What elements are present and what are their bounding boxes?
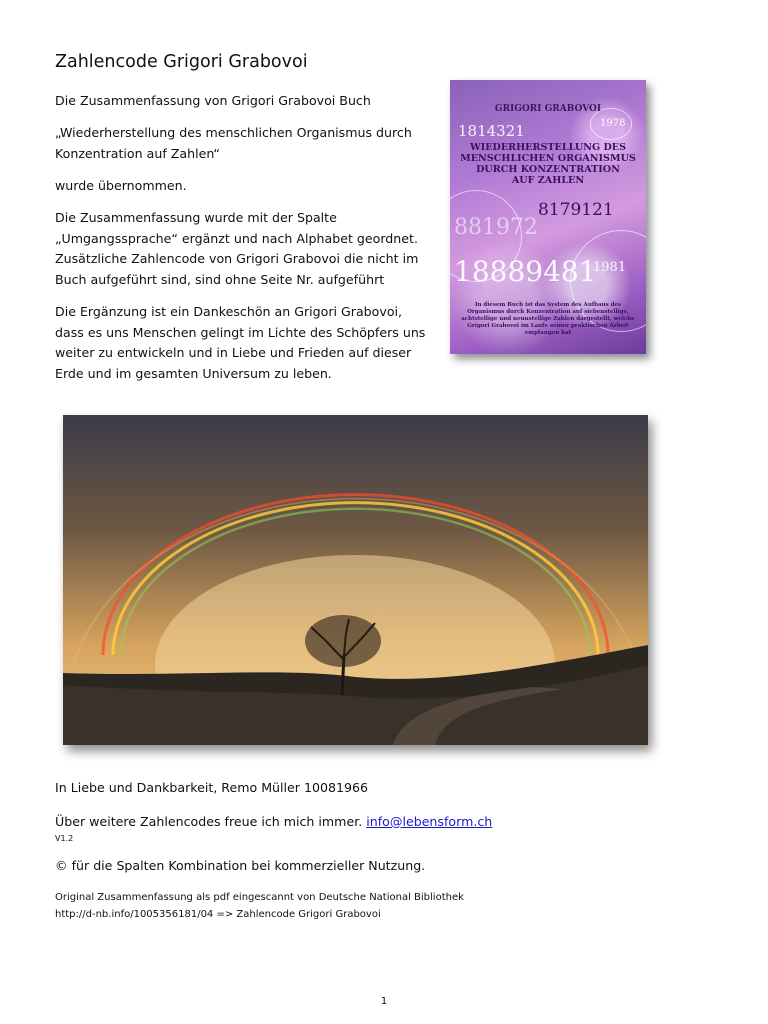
copyright-line: © für die Spalten Kombination bei kommerzieller Nutzung.: [55, 858, 426, 873]
paragraph-line: „Umgangssprache“ ergänzt und nach Alphabet geordnet.: [55, 230, 418, 246]
source-note: Original Zusammenfassung als pdf eingescannt von Deutsche National Bibliothek: [55, 892, 464, 903]
book-number: 1978: [600, 118, 626, 129]
tree-crown: [305, 615, 381, 667]
paragraph-line: Die Zusammenfassung wurde mit der Spalte: [55, 210, 337, 225]
source-url: http://d-nb.info/1005356181/04 => Zahlencode Grigori Grabovoi: [55, 909, 381, 920]
page-number: 1: [380, 996, 388, 1007]
book-number: 881972: [454, 215, 538, 240]
book-title-line: WIEDERHERSTELLUNG DES: [469, 142, 627, 153]
contact-text: Über weitere Zahlencodes freue ich mich immer.: [55, 814, 367, 829]
paragraph-line: Zusätzliche Zahlencode von Grigori Grabovoi die nicht im: [55, 251, 419, 266]
book-author: GRIGORI GRABOVOI: [494, 104, 602, 114]
thanks-line: Die Ergänzung ist ein Dankeschön an Grigori Grabovoi,: [55, 304, 403, 319]
page-title: Zahlencode Grigori Grabovoi: [55, 52, 308, 72]
book-title-quote: [55, 123, 430, 164]
book-number: 1814321: [458, 122, 525, 140]
email-link[interactable]: info@lebensform.ch: [366, 814, 493, 829]
thanks-line: Erde und im gesamten Universum zu leben.: [55, 365, 332, 381]
quote-line: „Wiederherstellung des menschlichen Organismus durch: [55, 125, 412, 140]
book-number: 1981: [593, 260, 627, 275]
book-number: 8179121: [538, 200, 614, 220]
book-title-line: MENSCHLICHEN ORGANISMUS: [460, 153, 636, 164]
contact-line: [55, 814, 492, 829]
paragraph-line: Buch aufgeführt sind, sind ohne Seite Nr. aufgeführt: [55, 271, 385, 287]
thanks-paragraph: [55, 302, 430, 384]
intro-line-text: Die Zusammenfassung von Grigori Grabovoi Buch: [55, 93, 371, 108]
signature-line: In Liebe und Dankbarkeit, Remo Müller 10081966: [55, 780, 369, 795]
supplement-paragraph: [55, 208, 430, 290]
adopted-line-text: wurde übernommen.: [55, 178, 187, 193]
book-title-line: DURCH KONZENTRATION: [476, 164, 620, 175]
adopted-line: [55, 176, 430, 197]
book-cover-image: [450, 80, 646, 354]
quote-line: Konzentration auf Zahlen“: [55, 145, 220, 161]
rainbow-landscape: [63, 415, 648, 745]
thanks-line: weiter zu entwickeln und in Liebe und Frieden auf dieser: [55, 345, 412, 360]
book-title-line: AUF ZAHLEN: [511, 175, 585, 186]
book-number: 18889481: [454, 255, 597, 288]
book-title: [450, 142, 646, 186]
intro-line: [55, 91, 430, 112]
book-blurb: In diesem Buch ist das System des Aufbaus des Organismus durch Konzentration auf siebenstellige, achtstellige und neunstellige Zahlen dargestellt, welche Grigori Grabovoi im Laufe seiner praktischen Arbeit empfangen hat: [461, 302, 635, 336]
version-label: V1.2: [55, 834, 74, 843]
thanks-line: dass es uns Menschen gelingt im Lichte des Schöpfers uns: [55, 324, 426, 340]
rainbow-photo: [63, 415, 648, 745]
